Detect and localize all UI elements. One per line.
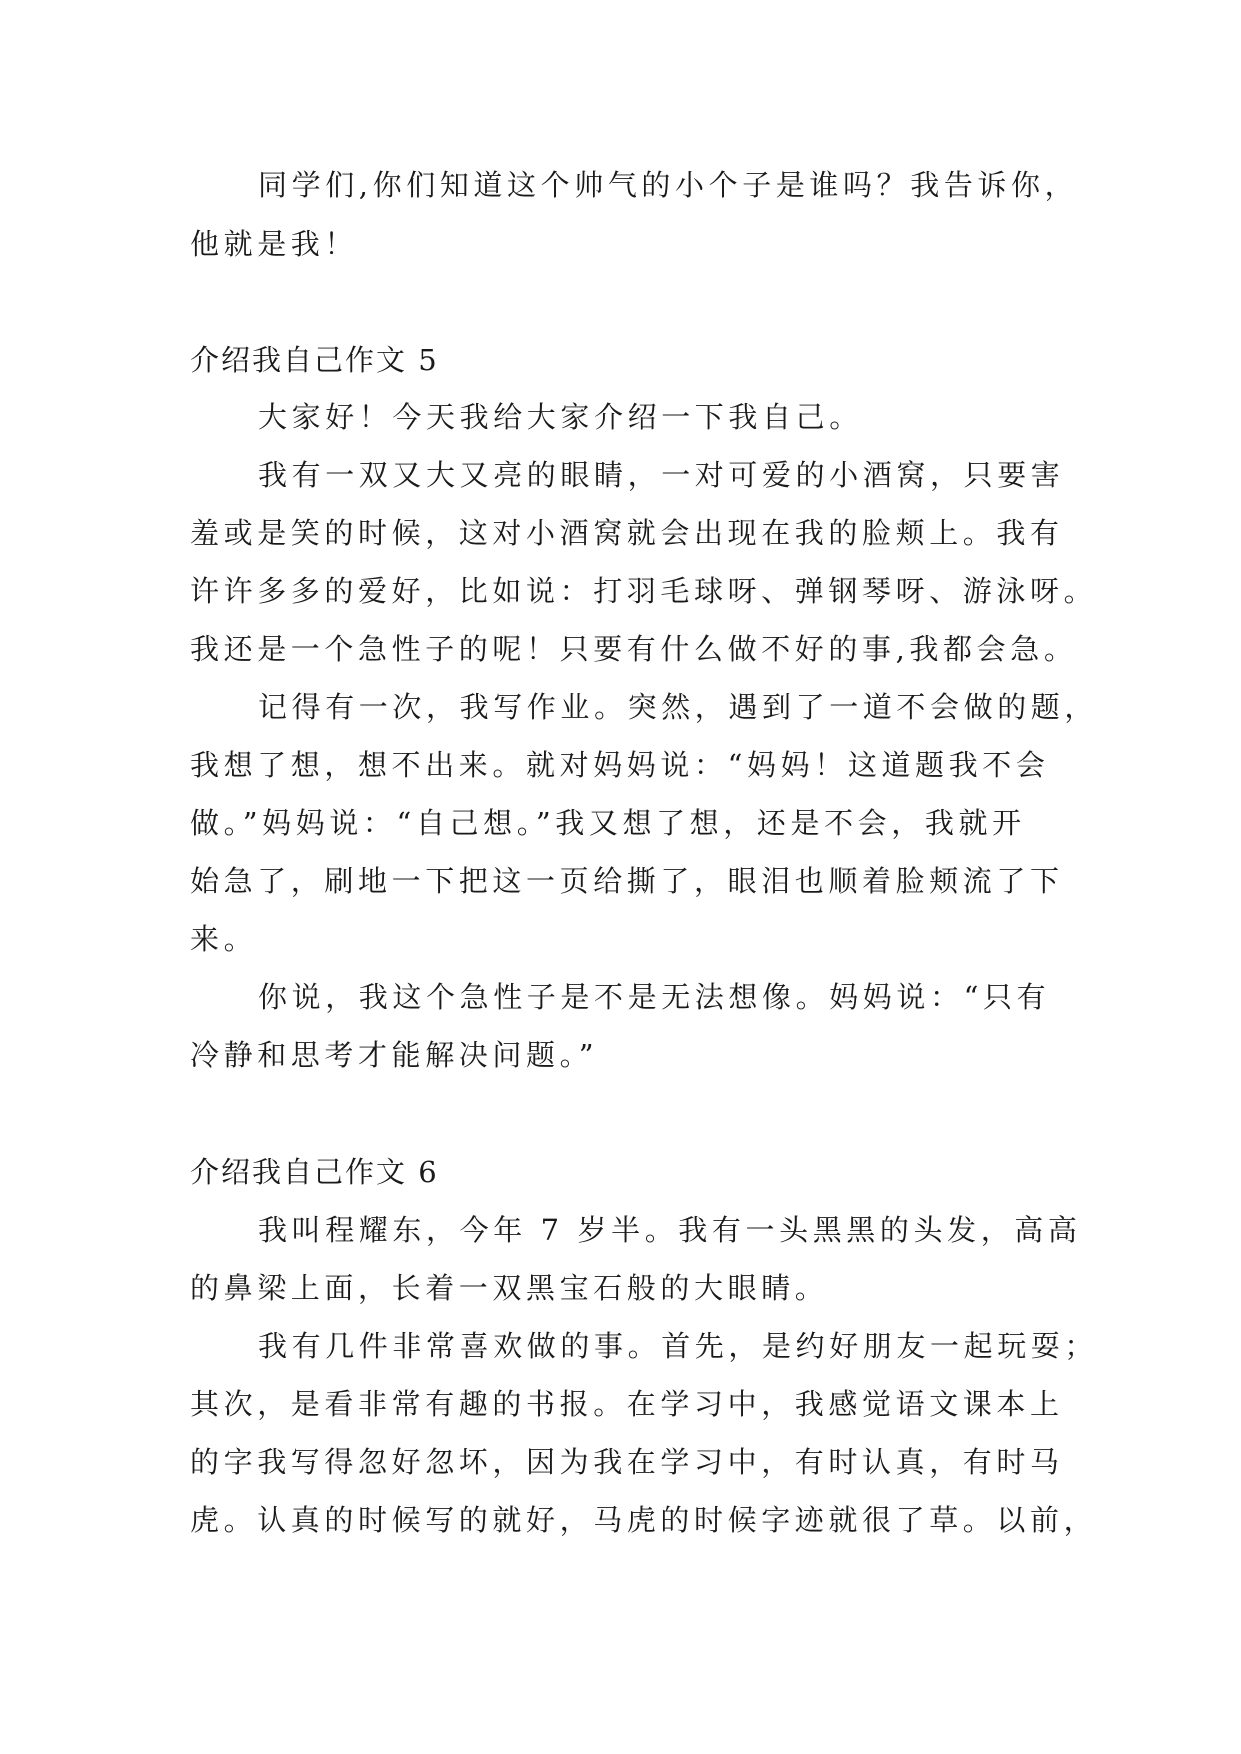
paragraph-line: 我想了想，想不出来。就对妈妈说：“妈妈！这道题我不会: [190, 748, 1050, 782]
paragraph-line: 羞或是笑的时候，这对小酒窝就会出现在我的脸颊上。我有: [190, 516, 1064, 550]
paragraph-line: 其次，是看非常有趣的书报。在学习中，我感觉语文课本上: [190, 1387, 1064, 1421]
paragraph-line: 我还是一个急性子的呢！只要有什么做不好的事,我都会急。: [190, 632, 1078, 666]
paragraph-line: 做。”妈妈说：“自己想。”我又想了想，还是不会，我就开: [190, 806, 1026, 840]
paragraph-line: 记得有一次，我写作业。突然，遇到了一道不会做的题，: [258, 690, 1099, 724]
paragraph-line: 来。: [190, 922, 258, 956]
paragraph-line: 的字我写得忽好忽坏，因为我在学习中，有时认真，有时马: [190, 1445, 1064, 1479]
paragraph-line: 冷静和思考才能解决问题。”: [190, 1038, 599, 1072]
paragraph-line: 始急了，刷地一下把这一页给撕了，眼泪也顺着脸颊流了下: [190, 864, 1064, 898]
paragraph-line: 你说，我这个急性子是不是无法想像。妈妈说：“只有: [258, 980, 1051, 1014]
paragraph-line: 虎。认真的时候写的就好，马虎的时候字迹就很了草。以前，: [190, 1503, 1098, 1537]
paragraph-line: 我有几件非常喜欢做的事。首先，是约好朋友一起玩耍；: [258, 1329, 1099, 1363]
section-heading: 介绍我自己作文 5: [190, 343, 439, 377]
paragraph-line: 的鼻梁上面，长着一双黑宝石般的大眼睛。: [190, 1271, 829, 1305]
paragraph-line: 我有一双又大又亮的眼睛，一对可爱的小酒窝，只要害: [258, 458, 1065, 492]
paragraph-line: 大家好！今天我给大家介绍一下我自己。: [258, 400, 863, 434]
paragraph-line: 许许多多的爱好，比如说：打羽毛球呀、弹钢琴呀、游泳呀。: [190, 574, 1098, 608]
paragraph-line: 同学们,你们知道这个帅气的小个子是谁吗？我告诉你，: [258, 168, 1079, 202]
paragraph-line: 我叫程耀东，今年 7 岁半。我有一头黑黑的头发，高高: [258, 1213, 1082, 1247]
section-heading: 介绍我自己作文 6: [190, 1155, 439, 1189]
paragraph-line: 他就是我！: [190, 227, 359, 261]
